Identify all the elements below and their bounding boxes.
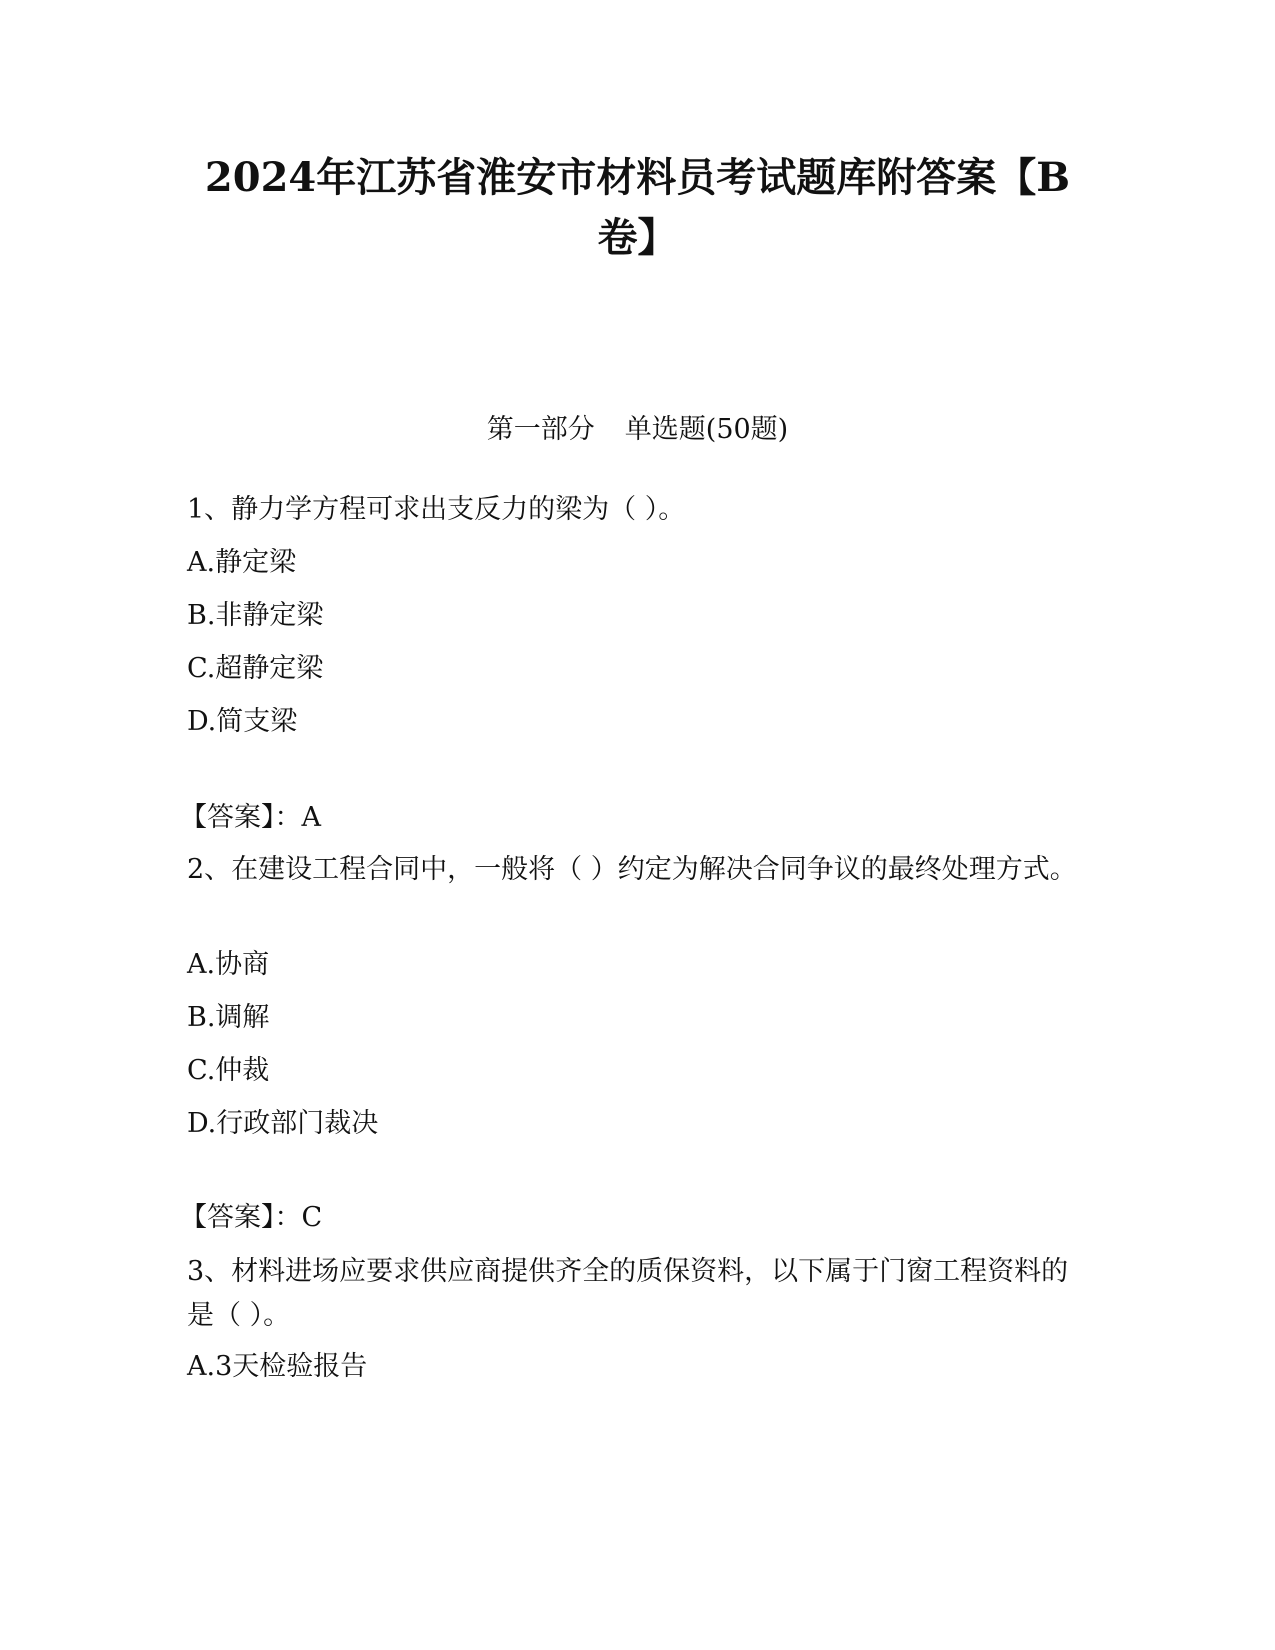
question-3-option-a: A.3天检验报告 [187,1351,368,1382]
question-1-option-b: B.非静定梁 [187,600,324,631]
question-2-answer: 【答案】：C [180,1202,323,1233]
question-1-option-c: C.超静定梁 [187,653,324,684]
question-3-stem: 3、材料进场应要求供应商提供齐全的质保资料，以下属于门窗工程资料的是（ ）。 [187,1256,1069,1331]
question-2-option-b: B.调解 [187,1002,270,1033]
question-2-stem: 2、在建设工程合同中，一般将（ ）约定为解决合同争议的最终处理方式。 [187,854,1077,885]
section-part: 第一部分 [486,414,595,445]
question-1-option-d: D.简支梁 [187,706,298,737]
question-2-option-c: C.仲裁 [187,1055,270,1086]
question-1-answer: 【答案】：A [180,802,321,833]
question-1-stem: 1、静力学方程可求出支反力的梁为（ ）。 [187,494,686,525]
question-1-option-a: A.静定梁 [187,547,297,578]
question-2-option-a: A.协商 [187,949,270,980]
section-name: 单选题(50题) [624,414,789,445]
question-2-option-d: D.行政部门裁决 [187,1108,379,1139]
section-heading [0,410,1275,450]
document-title: 2024年江苏省淮安市材料员考试题库附答案【B卷】 [204,154,1071,261]
